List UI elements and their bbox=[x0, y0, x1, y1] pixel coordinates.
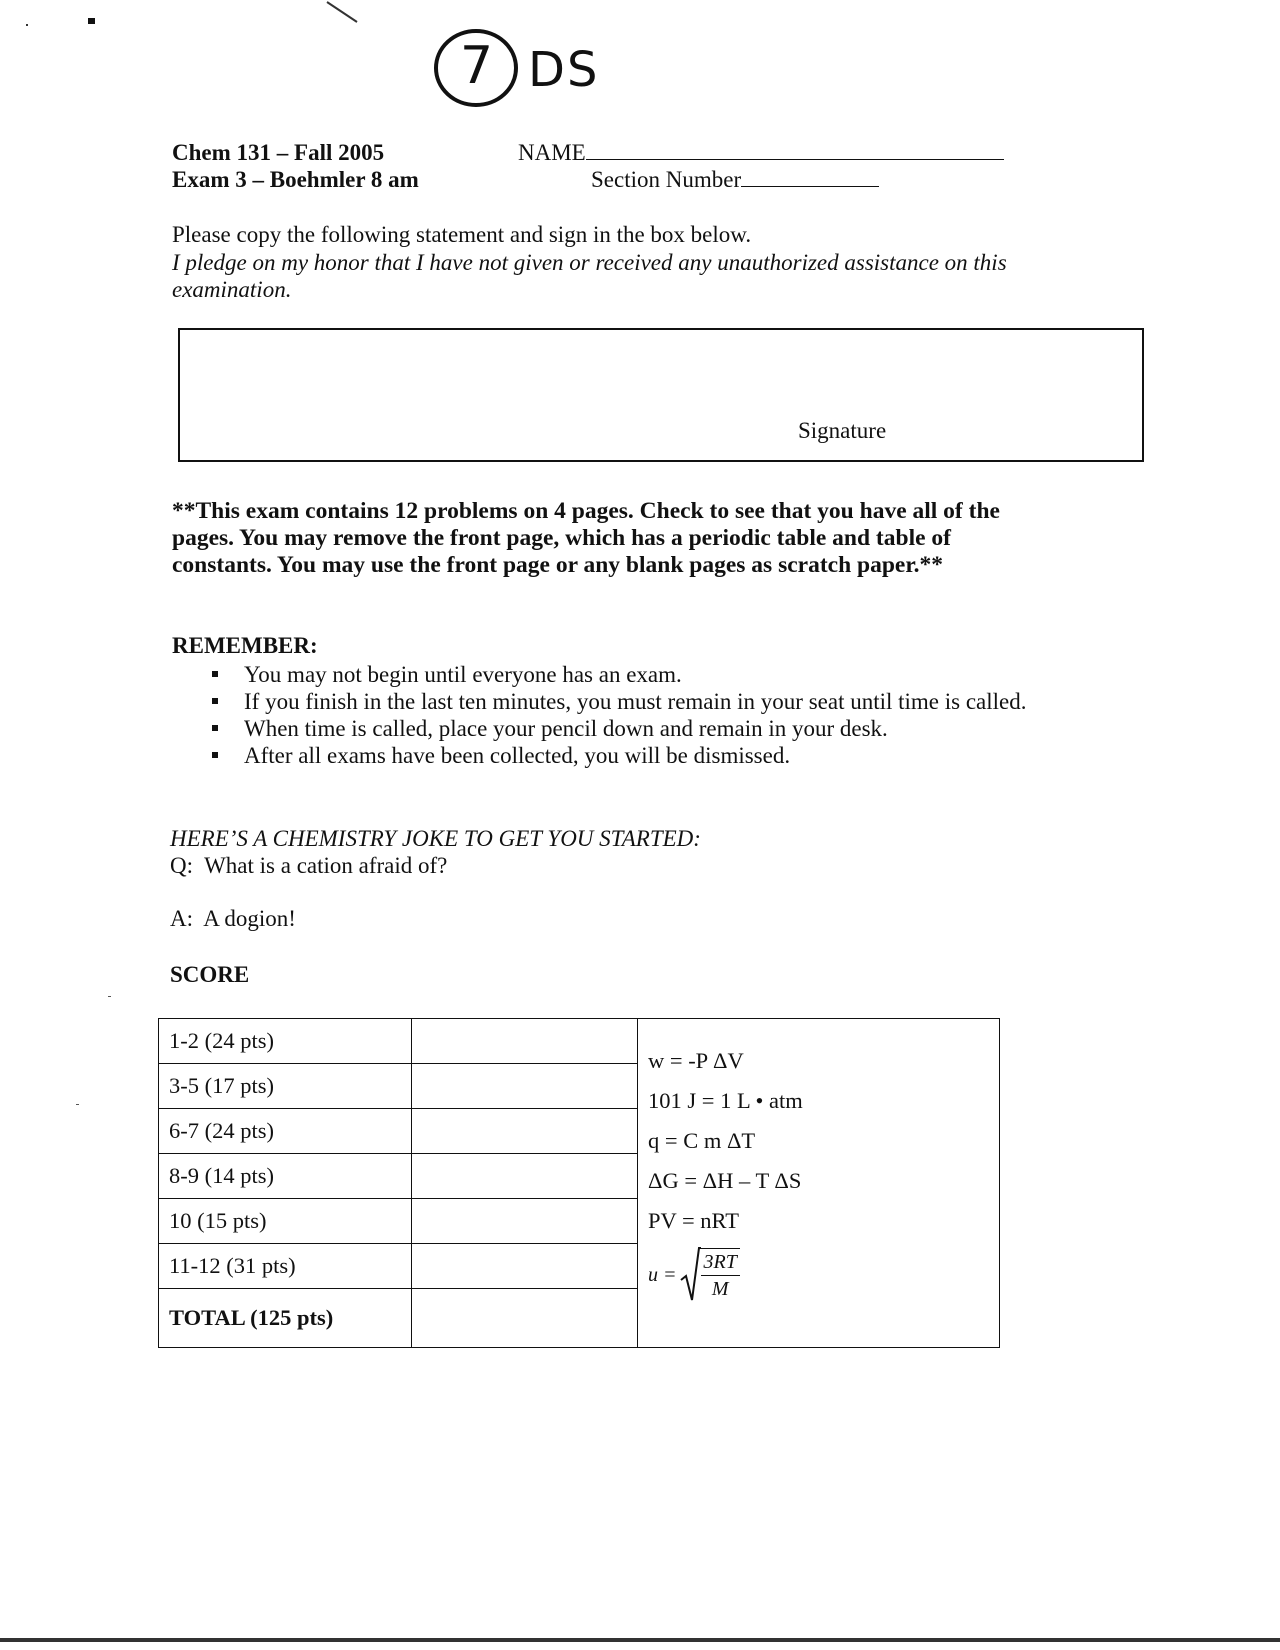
score-total-cell[interactable] bbox=[412, 1289, 638, 1348]
signature-label: Signature bbox=[798, 418, 887, 443]
section-blank[interactable] bbox=[741, 166, 879, 187]
score-heading: SCORE bbox=[170, 962, 250, 987]
score-row-label: 8-9 (14 pts) bbox=[159, 1154, 412, 1199]
score-input-cell[interactable] bbox=[412, 1199, 638, 1244]
scan-dot bbox=[26, 24, 28, 26]
formula-list bbox=[648, 1041, 989, 1307]
name-field[interactable] bbox=[518, 139, 1004, 166]
remember-item: If you finish in the last ten minutes, you must remain in your seat until time is called. bbox=[172, 688, 1052, 715]
square-root-icon bbox=[679, 1246, 701, 1304]
joke-heading: HERE’S A CHEMISTRY JOKE TO GET YOU STARTED: bbox=[170, 826, 701, 851]
bullet-icon bbox=[212, 752, 218, 758]
remember-item: You may not begin until everyone has an exam. bbox=[172, 661, 1052, 688]
name-label: NAME bbox=[518, 140, 586, 165]
formula-conversion: 101 J = 1 L • atm bbox=[648, 1088, 803, 1113]
pledge-statement: I pledge on my honor that I have not given or received any unauthorized assistance on this examination. bbox=[172, 250, 1007, 302]
handwritten-initials: DS bbox=[528, 42, 600, 98]
score-input-cell[interactable] bbox=[412, 1244, 638, 1289]
pen-stroke-mark bbox=[325, 0, 365, 30]
bullet-icon bbox=[212, 698, 218, 704]
formula-work: w = -P ΔV bbox=[648, 1048, 744, 1073]
score-row-label: 10 (15 pts) bbox=[159, 1199, 412, 1244]
bullet-icon bbox=[212, 671, 218, 677]
score-row-label: 11-12 (31 pts) bbox=[159, 1244, 412, 1289]
formula-heat: q = C m ΔT bbox=[648, 1128, 756, 1153]
score-row-label: 3-5 (17 pts) bbox=[159, 1064, 412, 1109]
bullet-icon bbox=[212, 725, 218, 731]
rms-fraction bbox=[701, 1248, 740, 1302]
formula-gibbs: ΔG = ΔH – T ΔS bbox=[648, 1168, 802, 1193]
pledge-instruction: Please copy the following statement and sign in the box below. bbox=[172, 222, 752, 247]
rms-denominator: M bbox=[711, 1278, 729, 1300]
scan-dot bbox=[108, 996, 111, 997]
circled-number: 7 bbox=[460, 36, 494, 96]
score-input-cell[interactable] bbox=[412, 1019, 638, 1064]
remember-list bbox=[172, 661, 1052, 769]
remember-item: When time is called, place your pencil down and remain in your desk. bbox=[172, 715, 1052, 742]
course-title: Chem 131 – Fall 2005 bbox=[172, 140, 385, 165]
margin-dot bbox=[88, 18, 95, 24]
score-row-label: 6-7 (24 pts) bbox=[159, 1109, 412, 1154]
joke-answer: A: A dogion! bbox=[170, 906, 296, 931]
formula-cell bbox=[638, 1019, 1000, 1348]
signature-box[interactable] bbox=[178, 328, 1144, 462]
section-label: Section Number bbox=[591, 167, 742, 192]
score-input-cell[interactable] bbox=[412, 1154, 638, 1199]
score-row-label: 1-2 (24 pts) bbox=[159, 1019, 412, 1064]
exam-title: Exam 3 – Boehmler 8 am bbox=[172, 167, 419, 192]
table-row bbox=[159, 1019, 1000, 1064]
joke-question: Q: What is a cation afraid of? bbox=[170, 853, 448, 878]
handwritten-annotation bbox=[428, 20, 628, 110]
score-table bbox=[158, 1018, 1000, 1348]
score-input-cell[interactable] bbox=[412, 1109, 638, 1154]
remember-item: After all exams have been collected, you will be dismissed. bbox=[172, 742, 1052, 769]
exam-notice: **This exam contains 12 problems on 4 pages. Check to see that you have all of the pages. You may remove the front page, which has a periodic table and table of constants. You may use the front page or any blank pages as scratch paper.** bbox=[172, 498, 1000, 578]
rms-numerator: 3RT bbox=[701, 1248, 740, 1276]
section-field[interactable] bbox=[591, 166, 879, 193]
name-blank[interactable] bbox=[586, 139, 1004, 160]
formula-ideal-gas: PV = nRT bbox=[648, 1208, 739, 1233]
formula-rms-speed bbox=[648, 1243, 989, 1307]
score-total-label: TOTAL (125 pts) bbox=[159, 1289, 412, 1348]
rms-lhs: u = bbox=[648, 1263, 677, 1286]
scan-edge bbox=[0, 1638, 1280, 1642]
scan-dot bbox=[76, 1104, 79, 1105]
remember-heading: REMEMBER: bbox=[172, 633, 318, 658]
score-input-cell[interactable] bbox=[412, 1064, 638, 1109]
